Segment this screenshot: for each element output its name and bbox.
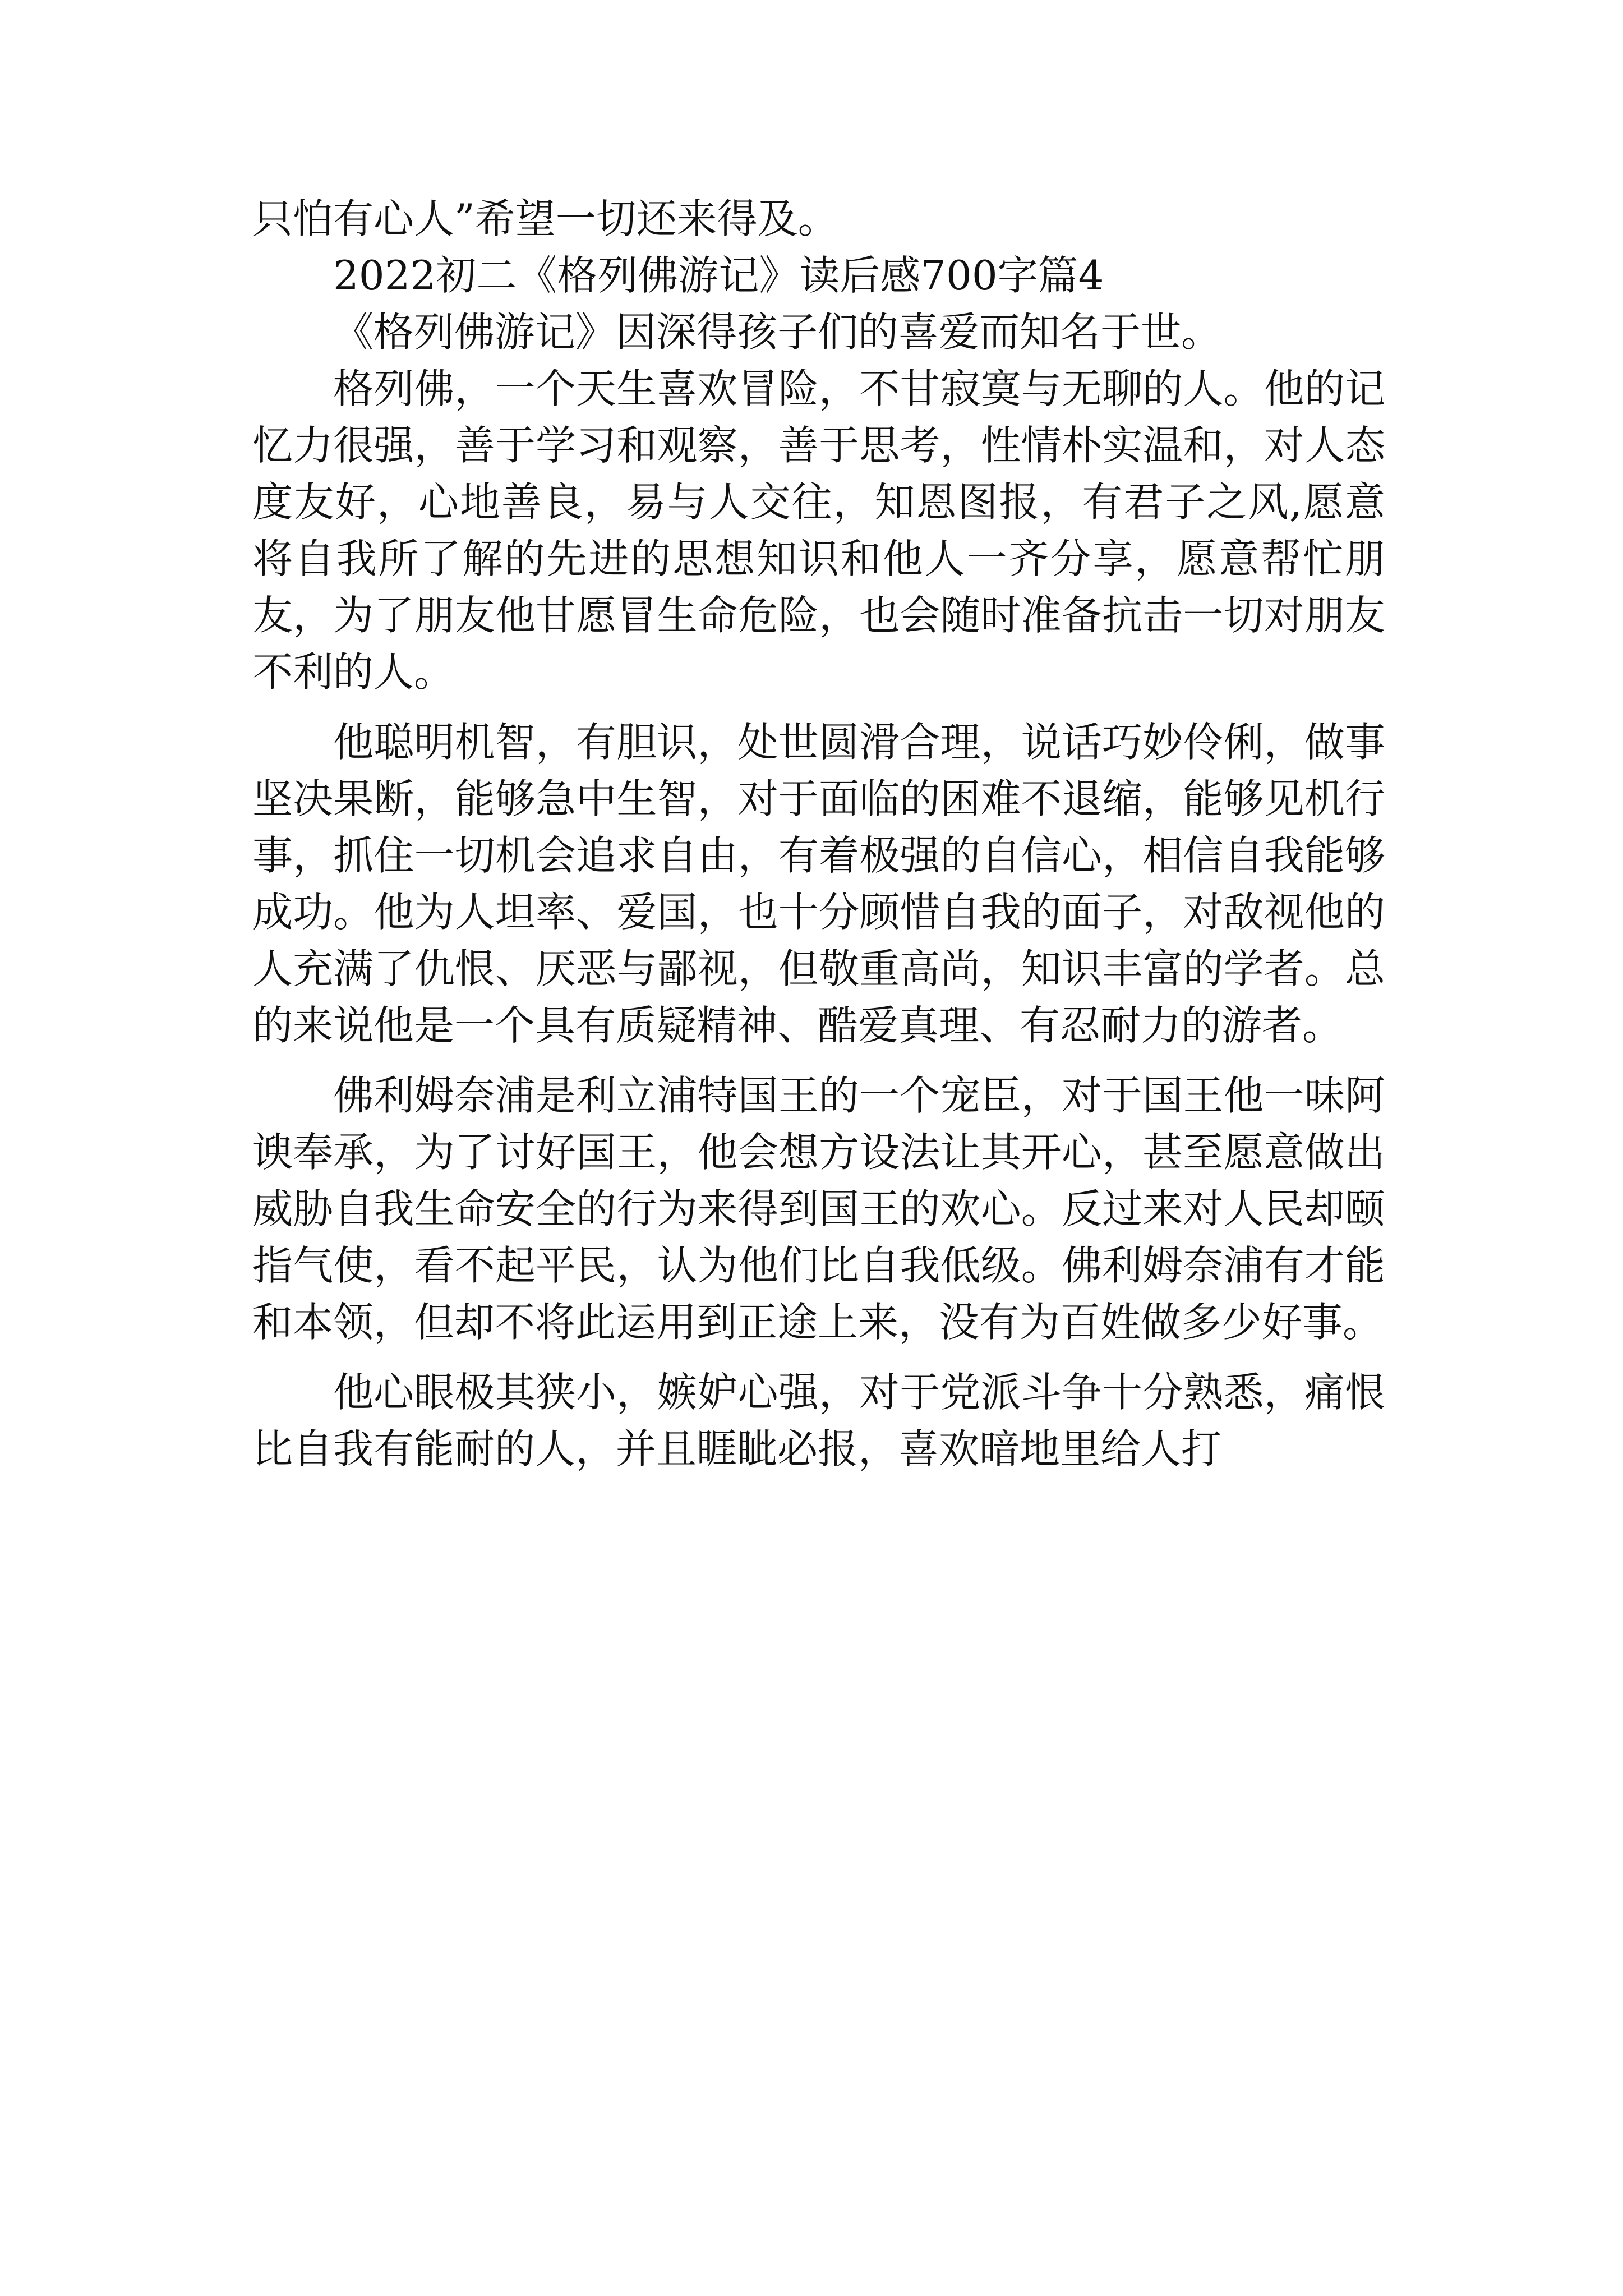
paragraph-2: 格列佛，一个天生喜欢冒险，不甘寂寞与无聊的人。他的记忆力很强，善于学习和观察，善于思考，性情朴实温和，对人态度友好，心地善良，易与人交往，知恩图报，有君子之风,愿意将自我所了解的先进的思想知识和他人一齐分享，愿意帮忙朋友，为了朋友他甘愿冒生命危险，也会随时准备抗击一切对朋友不利的人。: [252, 365, 1385, 696]
paragraph-3: 他聪明机智，有胆识，处世圆滑合理，说话巧妙伶俐，做事坚决果断，能够急中生智，对于面临的困难不退缩，能够见机行事，抓住一切机会追求自由，有着极强的自信心，相信自我能够成功。他为人坦率、爱国，也十分顾惜自我的面子，对敌视他的人充满了仇恨、厌恶与鄙视，但敬重高尚，知识丰富的学者。总的来说他是一个具有质疑精神、酷爱真理、有忍耐力的游者。: [252, 719, 1385, 1049]
section-title: 2022初二《格列佛游记》读后感700字篇4: [333, 252, 1104, 299]
document-body: [252, 191, 1385, 1478]
paragraph-5: 他心眼极其狭小，嫉妒心强，对于党派斗争十分熟悉，痛恨比自我有能耐的人，并且睚眦必报，喜欢暗地里给人打: [252, 1369, 1385, 1473]
paragraph-1: 《格列佛游记》因深得孩子们的喜爱而知名于世。: [333, 309, 1222, 356]
paragraph-4: 佛利姆奈浦是利立浦特国王的一个宠臣，对于国王他一味阿谀奉承，为了讨好国王，他会想方设法让其开心，甚至愿意做出威胁自我生命安全的行为来得到国王的欢心。反过来对人民却颐指气使，看不起平民，认为他们比自我低级。佛利姆奈浦有才能和本领，但却不将此运用到正途上来，没有为百姓做多少好事。: [252, 1072, 1385, 1346]
intro-line: 只怕有心人”希望一切还来得及。: [252, 195, 838, 242]
